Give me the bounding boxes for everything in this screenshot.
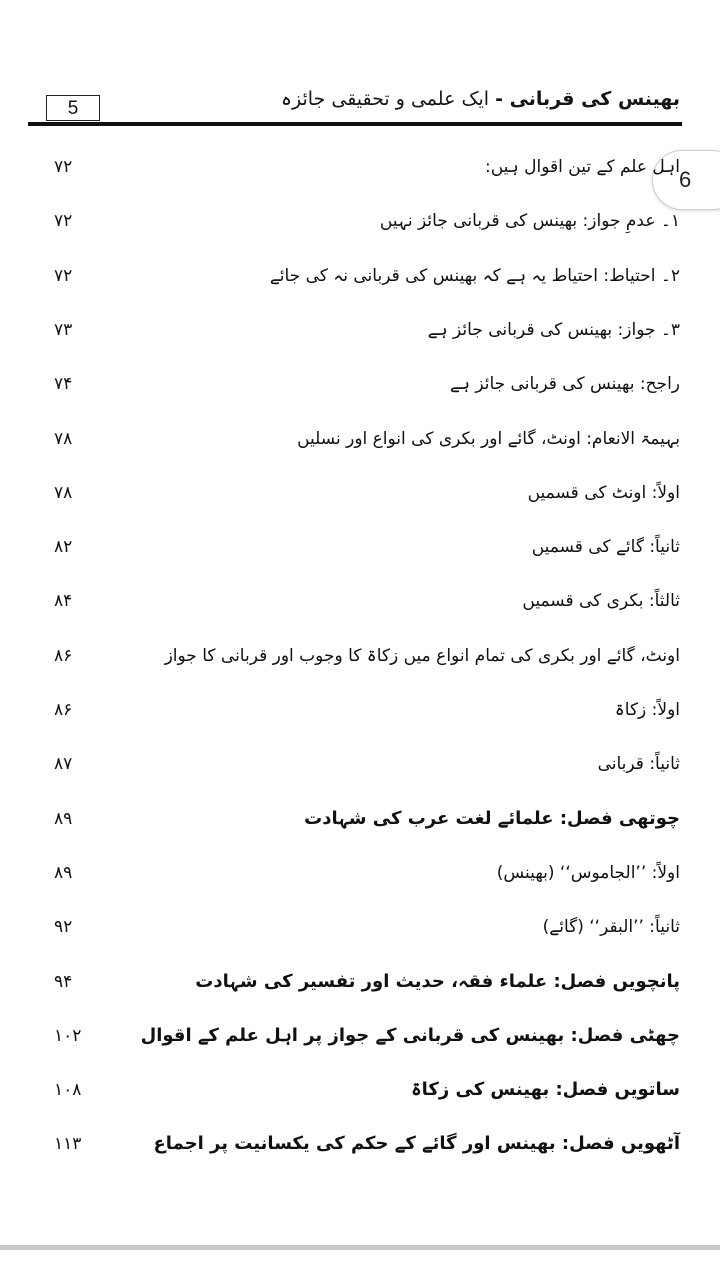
toc-entry-title: اولاً: زکاۃ <box>614 700 680 720</box>
toc-entry[interactable] <box>0 910 720 950</box>
toc-entry[interactable] <box>0 259 720 299</box>
toc-entry[interactable] <box>0 639 720 679</box>
toc-entry-page: ۸۹ <box>54 808 73 829</box>
toc-entry-page: ۸۶ <box>54 645 73 666</box>
toc-entry-title: اولاً: ’’الجاموس‘‘ (بھینس) <box>496 862 680 883</box>
toc-entry[interactable] <box>0 747 720 787</box>
toc-entry-page: ۹۴ <box>54 971 73 992</box>
bottom-scroll-bar[interactable] <box>0 1245 720 1250</box>
toc-entry-title: چھٹی فصل: بھینس کی قربانی کے جواز پر اہل علم کے اقوال <box>140 1024 680 1046</box>
toc-entry-title: اونٹ، گائے اور بکری کی تمام انواع میں زکاۃ کا وجوب اور قربانی کا جواز <box>164 645 680 666</box>
toc-entry-page: ۹۲ <box>54 917 73 938</box>
running-header <box>281 88 680 110</box>
toc-entry[interactable] <box>0 1127 720 1167</box>
toc-entry[interactable] <box>0 530 720 570</box>
toc-entry[interactable] <box>0 150 720 190</box>
toc-entry-title: چوتھی فصل: علمائے لغت عرب کی شہادت <box>304 807 680 829</box>
toc-entry[interactable] <box>0 693 720 733</box>
toc-entry-page: ۱۱۳ <box>54 1134 82 1155</box>
toc-entry[interactable] <box>0 584 720 624</box>
toc-entry[interactable] <box>0 367 720 407</box>
toc-entry-title: ۲۔ احتیاط: احتیاط یہ ہے کہ بھینس کی قربانی نہ کی جائے <box>269 265 680 286</box>
toc-entry-title: اولاً: اونٹ کی قسمیں <box>527 482 680 503</box>
toc-entry-page: ۷۴ <box>54 374 73 395</box>
toc-entry-title: ۱۔ عدمِ جواز: بھینس کی قربانی جائز نہیں <box>379 211 680 232</box>
toc-entry-title: ساتویں فصل: بھینس کی زکاۃ <box>411 1079 680 1101</box>
toc-entry-page: ۸۴ <box>54 591 73 612</box>
toc-entry-title: ۳۔ جواز: بھینس کی قربانی جائز ہے <box>427 319 680 340</box>
toc-entry[interactable] <box>0 1019 720 1059</box>
toc-entry-page: ۷۲ <box>54 157 73 177</box>
toc-entry-page: ۷۲ <box>54 211 73 232</box>
toc-entry-title: ثانیاً: قربانی <box>597 754 680 775</box>
toc-entry[interactable] <box>0 856 720 896</box>
toc-entry[interactable] <box>0 802 720 842</box>
toc-entry-title: اہل علم کے تین اقوال ہیں: <box>485 157 680 177</box>
toc-entry-page: ۸۶ <box>54 700 73 720</box>
toc-entry[interactable] <box>0 965 720 1005</box>
toc-entry-title: پانچویں فصل: علماء فقہ، حدیث اور تفسیر کی شہادت <box>195 970 680 992</box>
toc-entry-page: ۱۰۸ <box>54 1080 82 1101</box>
toc-entry-page: ۷۳ <box>54 319 73 340</box>
toc-entry-page: ۸۹ <box>54 862 73 883</box>
toc-entry-title: راجح: بھینس کی قربانی جائز ہے <box>450 374 680 395</box>
header-rule <box>28 122 682 126</box>
toc-entry-title: ثانیاً: ’’البقر‘‘ (گائے) <box>542 917 680 938</box>
page-number: 5 <box>67 97 79 119</box>
page-number-box <box>46 95 100 121</box>
toc-entry-title: بہیمۃ الانعام: اونٹ، گائے اور بکری کی انواع اور نسلیں <box>297 428 680 449</box>
toc-entry[interactable] <box>0 313 720 353</box>
toc-entry[interactable] <box>0 476 720 516</box>
toc-entry-page: ۸۲ <box>54 537 73 558</box>
toc-entry-page: ۷۸ <box>54 482 73 503</box>
toc-entry[interactable] <box>0 422 720 462</box>
toc-entry-page: ۸۷ <box>54 754 73 775</box>
toc-entry-page: ۷۸ <box>54 428 73 449</box>
toc-entry-page: ۱۰۲ <box>54 1025 82 1046</box>
running-header-rest: ایک علمی و تحقیقی جائزہ <box>280 88 496 110</box>
running-header-bold: بھینس کی قربانی - <box>495 88 680 110</box>
toc-entry-title: ثالثاً: بکری کی قسمیں <box>522 591 680 612</box>
toc-entry-page: ۷۲ <box>54 265 73 286</box>
toc-entry-title: ثانیاً: گائے کی قسمیں <box>531 537 680 558</box>
toc-entry[interactable] <box>0 204 720 244</box>
toc-entry-title: آٹھویں فصل: بھینس اور گائے کے حکم کی یکسانیت پر اجماع <box>153 1133 680 1155</box>
toc-entry[interactable] <box>0 1073 720 1113</box>
page-indicator-text: 6 <box>679 167 692 192</box>
